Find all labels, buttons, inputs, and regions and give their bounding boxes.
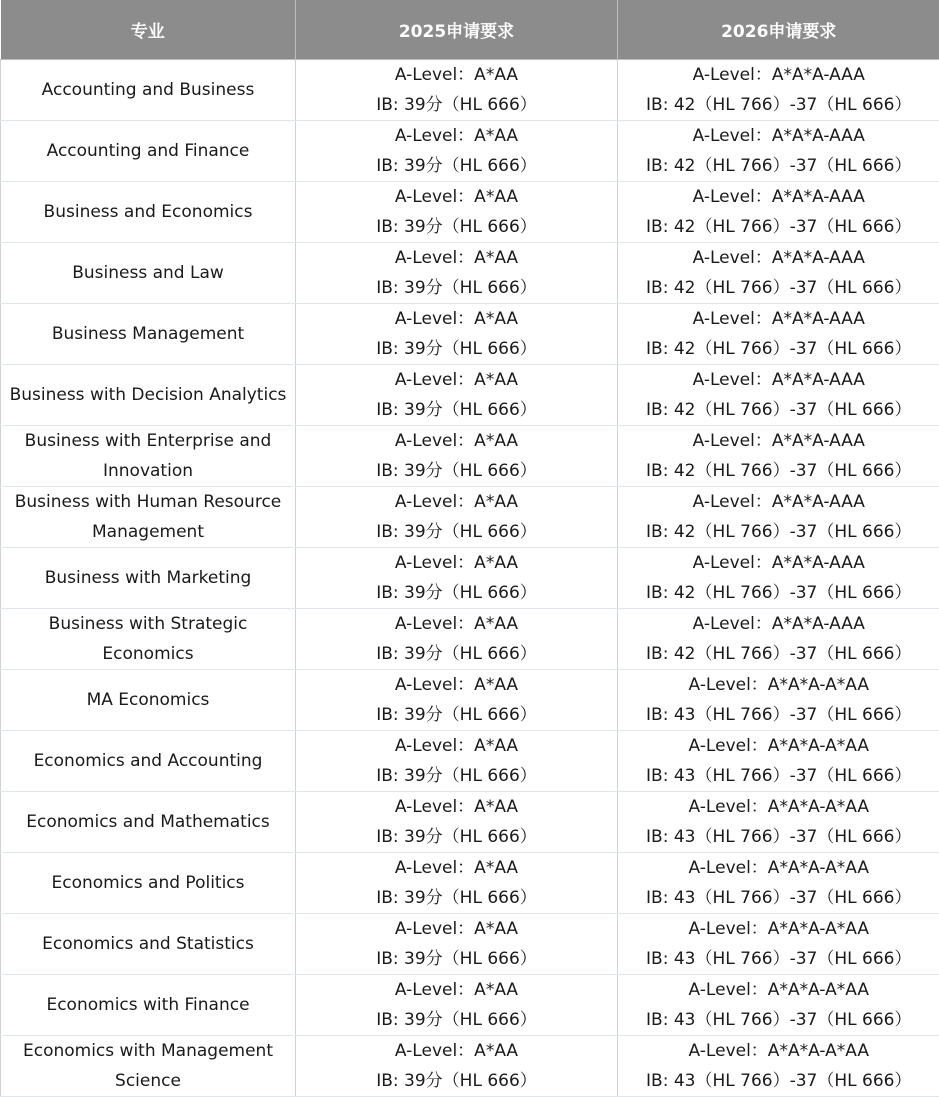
major-name: MA Economics <box>1 685 295 715</box>
table-row <box>1 304 939 365</box>
req-2026-alevel: A-Level：A*A*A-AAA <box>618 365 939 395</box>
req-2026-ib: IB: 43（HL 766）-37（HL 666） <box>618 944 939 974</box>
table-row <box>1 792 939 853</box>
req-2025-ib: IB: 39分（HL 666） <box>296 90 617 120</box>
req-2025-cell <box>296 670 618 731</box>
table-row <box>1 670 939 731</box>
req-2025-cell <box>296 243 618 304</box>
req-2025-alevel: A-Level：A*AA <box>296 487 617 517</box>
req-2026-ib: IB: 42（HL 766）-37（HL 666） <box>618 456 939 486</box>
req-2026-cell <box>618 365 939 426</box>
req-2025-alevel: A-Level：A*AA <box>296 182 617 212</box>
req-2025-ib: IB: 39分（HL 666） <box>296 395 617 425</box>
req-2025-ib: IB: 39分（HL 666） <box>296 822 617 852</box>
req-2025-ib: IB: 39分（HL 666） <box>296 1005 617 1035</box>
req-2026-alevel: A-Level：A*A*A-AAA <box>618 487 939 517</box>
req-2026-ib: IB: 43（HL 766）-37（HL 666） <box>618 700 939 730</box>
req-2026-cell <box>618 731 939 792</box>
req-2026-cell <box>618 609 939 670</box>
req-2026-alevel: A-Level：A*A*A-A*AA <box>618 1036 939 1066</box>
req-2025-alevel: A-Level：A*AA <box>296 792 617 822</box>
req-2026-cell <box>618 548 939 609</box>
req-2025-cell <box>296 731 618 792</box>
major-name: Accounting and Business <box>1 75 295 105</box>
major-cell <box>1 975 296 1036</box>
req-2025-cell <box>296 487 618 548</box>
req-2025-cell <box>296 365 618 426</box>
header-major: 专业 <box>1 0 296 60</box>
req-2025-alevel: A-Level：A*AA <box>296 548 617 578</box>
req-2025-cell <box>296 609 618 670</box>
req-2026-cell <box>618 975 939 1036</box>
major-name: Business with Decision Analytics <box>1 380 295 410</box>
table-row <box>1 853 939 914</box>
table-row <box>1 609 939 670</box>
req-2025-alevel: A-Level：A*AA <box>296 1036 617 1066</box>
req-2025-cell <box>296 304 618 365</box>
req-2026-alevel: A-Level：A*A*A-A*AA <box>618 914 939 944</box>
table-header <box>1 0 939 60</box>
req-2025-cell <box>296 60 618 121</box>
req-2025-ib: IB: 39分（HL 666） <box>296 761 617 791</box>
req-2026-alevel: A-Level：A*A*A-A*AA <box>618 670 939 700</box>
req-2026-alevel: A-Level：A*A*A-AAA <box>618 304 939 334</box>
major-name: Economics with Management Science <box>1 1036 295 1096</box>
major-cell <box>1 914 296 975</box>
req-2025-alevel: A-Level：A*AA <box>296 609 617 639</box>
table-row <box>1 243 939 304</box>
req-2026-alevel: A-Level：A*A*A-A*AA <box>618 853 939 883</box>
header-2026-requirements: 2026申请要求 <box>618 0 939 60</box>
req-2026-cell <box>618 121 939 182</box>
table-row <box>1 975 939 1036</box>
req-2025-ib: IB: 39分（HL 666） <box>296 151 617 181</box>
req-2025-ib: IB: 39分（HL 666） <box>296 334 617 364</box>
major-cell <box>1 121 296 182</box>
table-row <box>1 365 939 426</box>
req-2025-cell <box>296 182 618 243</box>
header-2025-requirements: 2025申请要求 <box>296 0 618 60</box>
table-row <box>1 487 939 548</box>
req-2025-alevel: A-Level：A*AA <box>296 365 617 395</box>
req-2026-cell <box>618 60 939 121</box>
req-2026-ib: IB: 42（HL 766）-37（HL 666） <box>618 334 939 364</box>
req-2025-ib: IB: 39分（HL 666） <box>296 944 617 974</box>
req-2026-cell <box>618 792 939 853</box>
major-cell <box>1 731 296 792</box>
req-2026-cell <box>618 487 939 548</box>
major-name: Economics with Finance <box>1 990 295 1020</box>
req-2026-ib: IB: 42（HL 766）-37（HL 666） <box>618 212 939 242</box>
req-2025-cell <box>296 548 618 609</box>
major-cell <box>1 365 296 426</box>
req-2026-alevel: A-Level：A*A*A-A*AA <box>618 792 939 822</box>
req-2026-ib: IB: 43（HL 766）-37（HL 666） <box>618 761 939 791</box>
req-2025-ib: IB: 39分（HL 666） <box>296 517 617 547</box>
major-name: Business with Strategic Economics <box>1 609 295 669</box>
req-2025-alevel: A-Level：A*AA <box>296 60 617 90</box>
req-2025-alevel: A-Level：A*AA <box>296 121 617 151</box>
major-name: Business and Economics <box>1 197 295 227</box>
req-2026-ib: IB: 42（HL 766）-37（HL 666） <box>618 517 939 547</box>
req-2026-alevel: A-Level：A*A*A-A*AA <box>618 975 939 1005</box>
header-row <box>1 0 939 60</box>
major-cell <box>1 548 296 609</box>
major-name: Accounting and Finance <box>1 136 295 166</box>
req-2025-ib: IB: 39分（HL 666） <box>296 578 617 608</box>
major-name: Business with Marketing <box>1 563 295 593</box>
req-2026-cell <box>618 670 939 731</box>
req-2025-ib: IB: 39分（HL 666） <box>296 639 617 669</box>
req-2026-cell <box>618 914 939 975</box>
req-2025-ib: IB: 39分（HL 666） <box>296 883 617 913</box>
req-2026-ib: IB: 43（HL 766）-37（HL 666） <box>618 1066 939 1096</box>
major-name: Business with Enterprise and Innovation <box>1 426 295 486</box>
req-2026-ib: IB: 43（HL 766）-37（HL 666） <box>618 1005 939 1035</box>
major-cell <box>1 487 296 548</box>
req-2025-cell <box>296 792 618 853</box>
req-2026-ib: IB: 42（HL 766）-37（HL 666） <box>618 151 939 181</box>
major-name: Economics and Mathematics <box>1 807 295 837</box>
req-2026-ib: IB: 42（HL 766）-37（HL 666） <box>618 90 939 120</box>
req-2026-alevel: A-Level：A*A*A-A*AA <box>618 731 939 761</box>
table-row <box>1 914 939 975</box>
req-2026-ib: IB: 42（HL 766）-37（HL 666） <box>618 578 939 608</box>
req-2025-ib: IB: 39分（HL 666） <box>296 700 617 730</box>
req-2025-alevel: A-Level：A*AA <box>296 914 617 944</box>
req-2025-alevel: A-Level：A*AA <box>296 243 617 273</box>
req-2025-alevel: A-Level：A*AA <box>296 853 617 883</box>
req-2025-cell <box>296 914 618 975</box>
req-2026-cell <box>618 243 939 304</box>
req-2025-cell <box>296 975 618 1036</box>
major-cell <box>1 670 296 731</box>
req-2026-alevel: A-Level：A*A*A-AAA <box>618 182 939 212</box>
table-row <box>1 121 939 182</box>
table-row <box>1 731 939 792</box>
req-2026-ib: IB: 42（HL 766）-37（HL 666） <box>618 395 939 425</box>
major-name: Business Management <box>1 319 295 349</box>
req-2026-alevel: A-Level：A*A*A-AAA <box>618 548 939 578</box>
major-name: Economics and Accounting <box>1 746 295 776</box>
req-2026-ib: IB: 43（HL 766）-37（HL 666） <box>618 822 939 852</box>
req-2025-cell <box>296 853 618 914</box>
req-2025-alevel: A-Level：A*AA <box>296 304 617 334</box>
major-cell <box>1 182 296 243</box>
req-2026-alevel: A-Level：A*A*A-AAA <box>618 121 939 151</box>
major-cell <box>1 426 296 487</box>
table-row <box>1 548 939 609</box>
table-row <box>1 182 939 243</box>
req-2026-ib: IB: 42（HL 766）-37（HL 666） <box>618 273 939 303</box>
major-cell <box>1 304 296 365</box>
req-2026-alevel: A-Level：A*A*A-AAA <box>618 60 939 90</box>
table-row <box>1 60 939 121</box>
req-2025-ib: IB: 39分（HL 666） <box>296 273 617 303</box>
req-2025-ib: IB: 39分（HL 666） <box>296 1066 617 1096</box>
major-cell <box>1 60 296 121</box>
table-row <box>1 426 939 487</box>
req-2026-alevel: A-Level：A*A*A-AAA <box>618 243 939 273</box>
major-name: Business with Human Resource Management <box>1 487 295 547</box>
req-2026-cell <box>618 853 939 914</box>
major-cell <box>1 853 296 914</box>
req-2026-alevel: A-Level：A*A*A-AAA <box>618 426 939 456</box>
req-2025-ib: IB: 39分（HL 666） <box>296 212 617 242</box>
req-2026-cell <box>618 182 939 243</box>
req-2026-cell <box>618 426 939 487</box>
req-2025-cell <box>296 121 618 182</box>
major-cell <box>1 792 296 853</box>
major-name: Economics and Politics <box>1 868 295 898</box>
req-2026-ib: IB: 42（HL 766）-37（HL 666） <box>618 639 939 669</box>
req-2025-cell <box>296 426 618 487</box>
major-name: Business and Law <box>1 258 295 288</box>
req-2025-alevel: A-Level：A*AA <box>296 975 617 1005</box>
req-2026-cell <box>618 304 939 365</box>
major-cell <box>1 243 296 304</box>
req-2025-alevel: A-Level：A*AA <box>296 426 617 456</box>
table-body <box>1 60 939 1097</box>
req-2026-alevel: A-Level：A*A*A-AAA <box>618 609 939 639</box>
major-name: Economics and Statistics <box>1 929 295 959</box>
req-2025-ib: IB: 39分（HL 666） <box>296 456 617 486</box>
req-2025-alevel: A-Level：A*AA <box>296 731 617 761</box>
major-cell <box>1 609 296 670</box>
req-2026-ib: IB: 43（HL 766）-37（HL 666） <box>618 883 939 913</box>
req-2025-alevel: A-Level：A*AA <box>296 670 617 700</box>
